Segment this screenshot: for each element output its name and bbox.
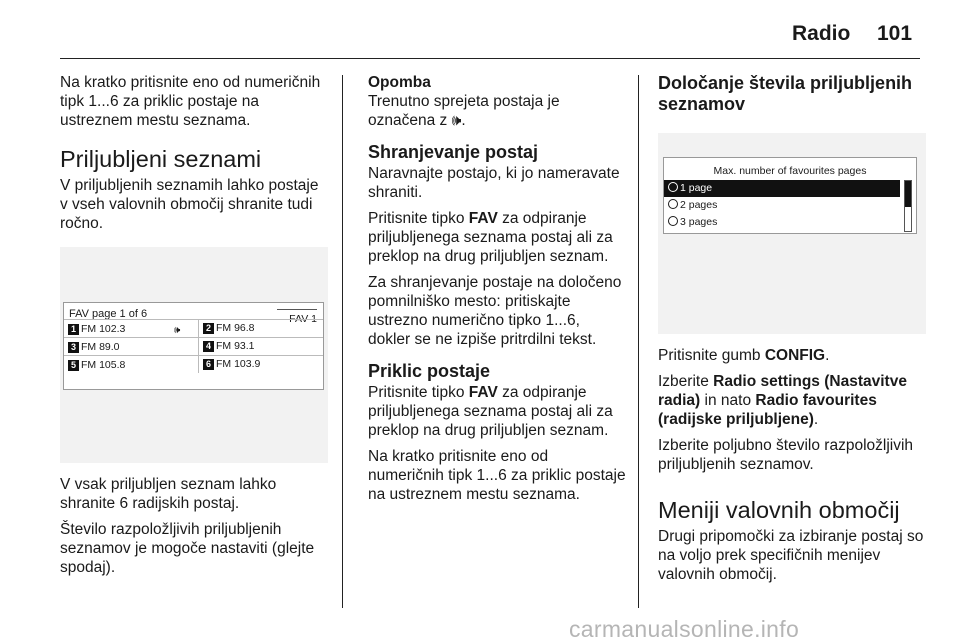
config-key: CONFIG	[764, 347, 826, 364]
option-3-pages: 3 pages	[664, 214, 900, 231]
column-divider-2	[638, 75, 639, 608]
preset-number: 4	[203, 341, 214, 352]
radio-favourites-menu: Radio favourites (radijske priljubljene)	[658, 392, 877, 428]
recall-paragraph-2: Na kratko pritisnite eno od numeričnih tipk 1...6 za priklic postaje na ustreznem mestu seznama.	[368, 448, 626, 503]
section-heading-favourites: Priljubljeni seznami	[60, 146, 262, 172]
section-heading-wave-menus: Meniji valovnih območij	[658, 497, 900, 523]
max-pages-title: Max. number of favourites pages	[713, 165, 867, 177]
preset-station: FM 93.1	[216, 340, 255, 352]
radio-icon	[668, 182, 678, 192]
column-1	[60, 73, 328, 584]
watermark: carmanualsonline.info	[569, 616, 800, 642]
column-divider-1	[342, 75, 343, 608]
section-heading-save: Shranjevanje postaj	[368, 142, 539, 162]
preset-station: FM 89.0	[81, 341, 120, 353]
section-heading-count: Določanje števila priljubljenih seznamov	[658, 73, 913, 114]
fav-row	[64, 319, 323, 337]
recall-paragraph-1: Pritisnite tipko FAV za odpiranje priljubljenega seznama postaj ali za preklop na drug priljubljen seznam.	[368, 384, 613, 439]
fav-display	[63, 302, 324, 390]
fav-row	[64, 337, 323, 355]
fav-key: FAV	[468, 210, 498, 227]
fav-screen-illustration	[60, 247, 328, 463]
radio-icon	[668, 199, 678, 209]
wave-menus-paragraph: Drugi pripomočki za izbiranje postaj so na voljo prek specifičnih menijev valovnih območij.	[658, 528, 924, 583]
preset-station: FM 103.9	[216, 358, 261, 370]
option-2-pages: 2 pages	[664, 197, 900, 214]
max-pages-display	[663, 157, 917, 234]
page-number: 101	[877, 22, 913, 45]
settings-paragraph: Izberite Radio settings (Nastavitve radia) in nato Radio favourites (radijske priljubljene).	[658, 373, 907, 428]
preset-station: FM 102.3	[81, 323, 126, 335]
fav-screen-title: FAV page 1 of 6	[69, 308, 148, 320]
note-title: Opomba	[368, 74, 431, 91]
page-header-title: Radio	[792, 22, 851, 45]
config-paragraph: Pritisnite gumb CONFIG.	[658, 347, 830, 364]
column-3	[658, 73, 926, 591]
scrollbar	[904, 180, 912, 232]
header-divider	[60, 58, 920, 59]
max-pages-illustration	[658, 133, 926, 334]
column-2	[368, 73, 626, 511]
save-paragraph-2: Pritisnite tipko FAV za odpiranje priljubljenega seznama postaj ali za preklop na drug priljubljen seznam.	[368, 210, 613, 265]
radio-settings-menu: Radio settings (Nastavitve radia)	[658, 373, 907, 409]
preset-number: 3	[68, 342, 79, 353]
radio-icon	[668, 216, 678, 226]
preset-number: 2	[203, 323, 214, 334]
capacity-paragraph: V vsak priljubljen seznam lahko shranite 6 radijskih postaj.	[60, 476, 277, 512]
option-1-page: 1 page	[664, 180, 900, 197]
fav-row	[64, 355, 323, 373]
preset-number: 1	[68, 324, 79, 335]
save-paragraph-1: Naravnajte postajo, ki jo nameravate shraniti.	[368, 165, 620, 201]
fav-key: FAV	[468, 384, 498, 401]
intro-paragraph: Na kratko pritisnite eno od numeričnih tipk 1...6 za priklic postaje na ustreznem mestu seznama.	[60, 74, 321, 129]
preset-number: 5	[68, 360, 79, 371]
save-paragraph-3: Za shranjevanje postaje na določeno pomnilniško mesto: pritiskajte ustrezno numerično tipko 1...6, dokler se ne izpiše pritrdilni tekst.	[368, 274, 622, 348]
preset-number: 6	[203, 359, 214, 370]
select-paragraph: Izberite poljubno število razpoložljivih priljubljenih seznamov.	[658, 437, 914, 473]
speaker-icon: 🕪	[174, 325, 181, 336]
section-heading-recall: Priklic postaje	[368, 361, 491, 381]
count-paragraph: Število razpoložljivih priljubljenih seznamov je mogoče nastaviti (glejte spodaj).	[60, 521, 315, 576]
favourites-paragraph: V priljubljenih seznamih lahko postaje v vseh valovnih območij shranite tudi ročno.	[60, 177, 319, 232]
note-text: Trenutno sprejeta postaja je označena z 🕪.	[368, 93, 560, 129]
preset-station: FM 105.8	[81, 359, 126, 371]
preset-station: FM 96.8	[216, 322, 255, 334]
fav-screen-tag: FAV 1	[277, 309, 317, 329]
